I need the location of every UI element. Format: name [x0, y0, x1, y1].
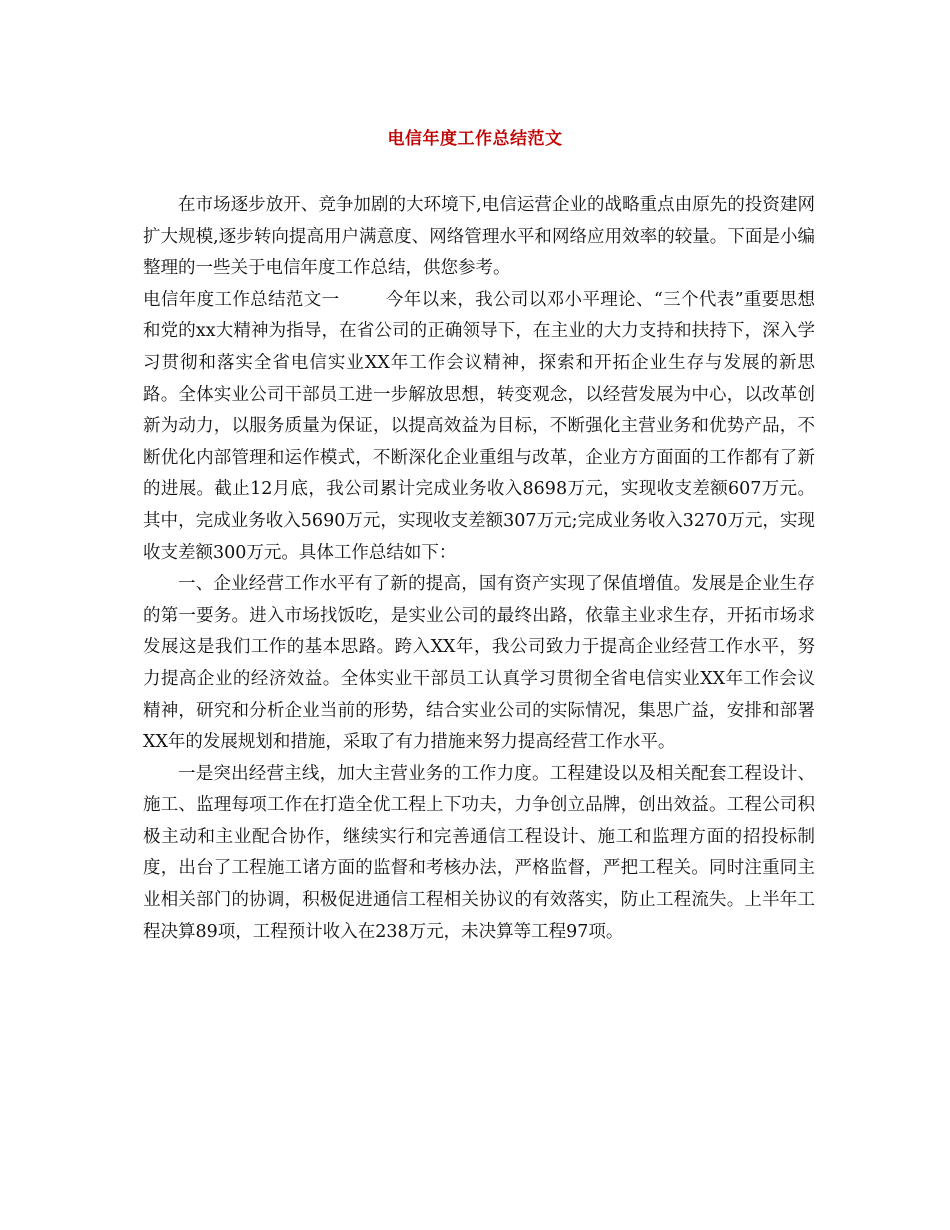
document-body [143, 190, 815, 948]
section-heading: 电信年度工作总结范文一 [143, 289, 340, 310]
section-paragraph [143, 285, 815, 569]
intro-paragraph: 在市场逐步放开、竞争加剧的大环境下,电信运营企业的战略重点由原先的投资建网扩大规模,逐步转向提高用户满意度、网络管理水平和网络应用效率的较量。下面是小编整理的一些关于电信年度工作总结，供您参考。 [143, 195, 815, 279]
paragraph-1: 一、企业经营工作水平有了新的提高，国有资产实现了保值增值。发展是企业生存的第一要务。进入市场找饭吃，是实业公司的最终出路，依靠主业求生存，开拓市场求发展这是我们工作的基本思路。跨入XX年，我公司致力于提高企业经营工作水平，努力提高企业的经济效益。全体实业干部员工认真学习贯彻全省电信实业XX年工作会议精神，研究和分析企业当前的形势，结合实业公司的实际情况，集思广益，安排和部署XX年的发展规划和措施，采取了有力措施来努力提高经营工作水平。 [143, 574, 815, 753]
paragraph-2: 一是突出经营主线，加大主营业务的工作力度。工程建设以及相关配套工程设计、施工、监理每项工作在打造全优工程上下功夫，力争创立品牌，创出效益。工程公司积极主动和主业配合协作，继续实行和完善通信工程设计、施工和监理方面的招投标制度，出台了工程施工诸方面的监督和考核办法，严格监督，严把工程关。同时注重同主业相关部门的协调，积极促进通信工程相关协议的有效落实，防止工程流失。上半年工程决算89项，工程预计收入在238万元，未决算等工程97项。 [143, 763, 815, 942]
document-title: 电信年度工作总结范文 [387, 129, 563, 149]
section-body: 今年以来，我公司以邓小平理论、“三个代表”重要思想和党的xx大精神为指导，在省公司的正确领导下，在主业的大力支持和扶持下，深入学习贯彻和落实全省电信实业XX年工作会议精神，探索和开拓企业生存与发展的新思路。全体实业公司干部员工进一步解放思想，转变观念，以经营发展为中心，以改革创新为动力，以服务质量为保证，以提高效益为目标，不断强化主营业务和优势产品，不断优化内部管理和运作模式，不断深化企业重组与改革，企业方方面面的工作都有了新的进展。截止12月底，我公司累计完成业务收入8698万元，实现收支差额607万元。其中，完成业务收入5690万元，实现收支差额307万元;完成业务收入3270万元，实现收支差额300万元。具体工作总结如下： [143, 289, 815, 563]
